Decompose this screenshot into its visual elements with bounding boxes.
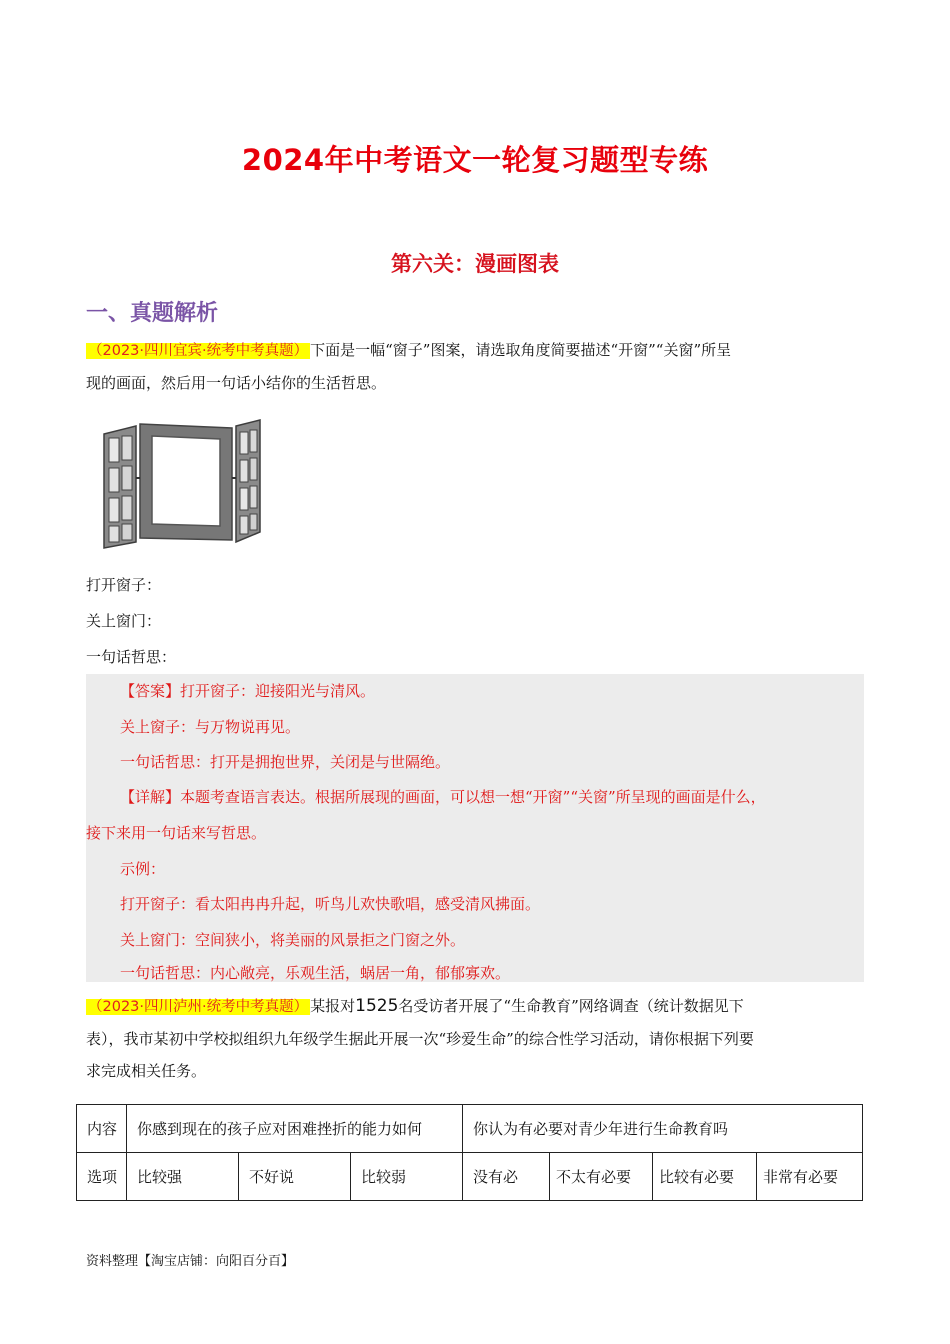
table-cell-option: 非常有必要 [757,1153,863,1201]
question1-source-tag: （2023·四川宜宾·统考中考真题） [88,343,309,359]
answer-line: 【答案】打开窗子：迎接阳光与清风。 [120,682,376,700]
question2-text-part: 某报对 [310,997,356,1015]
table-cell-question: 你感到现在的孩子应对困难挫折的能力如何 [127,1105,463,1153]
question1-line2: 现的画面，然后用一句话小结你的生活哲思。 [86,374,387,392]
answer-line: 关上窗子：与万物说再见。 [120,718,301,736]
question2-text-part: 名受访者开展了“生命教育”网络调查（统计数据见下 [398,997,744,1015]
question2-line3: 求完成相关任务。 [86,1062,207,1080]
document-subtitle: 第六关：漫画图表 [391,252,559,276]
window-illustration [100,418,266,552]
prompt-close-window: 关上窗门： [86,612,162,630]
question1-text [86,334,876,399]
table-cell-option: 不好说 [239,1153,351,1201]
document-title: 2024年中考语文一轮复习题型专练 [241,143,709,177]
answer-line: 一句话哲思：打开是拥抱世界，关闭是与世隔绝。 [120,753,451,771]
analysis-line: 【详解】本题考查语言表达。根据所展现的画面，可以想一想“开窗”“关窗”所呈现的画面是什么， [120,788,766,806]
answer-box [86,674,864,982]
example-line: 打开窗子：看太阳冉冉升起，听鸟儿欢快歌唱，感受清风拂面。 [120,895,541,913]
table-cell-option: 没有必 [463,1153,550,1201]
section-heading: 一、真题解析 [86,301,219,326]
example-label: 示例： [120,860,166,878]
example-line: 关上窗门：空间狭小，将美丽的风景拒之门窗之外。 [120,931,466,949]
table-row [77,1105,863,1153]
table-cell-option: 比较强 [127,1153,239,1201]
question2-line2: 表），我市某初中学校拟组织九年级学生据此开展一次“珍爱生命”的综合性学习活动，请你根据下列要 [86,1030,754,1048]
question2-source-tag: （2023·四川泸州·统考中考真题） [88,999,309,1015]
footer-note: 资料整理【淘宝店铺：向阳百分百】 [86,1254,295,1269]
table-cell-option: 比较有必要 [653,1153,757,1201]
question2-text [86,990,866,1087]
table-cell-option: 不太有必要 [550,1153,653,1201]
table-row [77,1153,863,1201]
prompt-philosophy: 一句话哲思： [86,648,177,666]
survey-table [76,1104,862,1201]
table-cell-question: 你认为有必要对青少年进行生命教育吗 [463,1105,863,1153]
table-cell-option: 比较弱 [351,1153,463,1201]
prompt-open-window: 打开窗子： [86,576,162,594]
table-cell-label: 内容 [77,1105,127,1153]
respondent-count: 1525 [355,996,399,1016]
question1-line1: 下面是一幅“窗子”图案，请选取角度简要描述“开窗”“关窗”所呈 [310,341,732,359]
example-line: 一句话哲思：内心敞亮，乐观生活，蜗居一角，郁郁寡欢。 [120,964,511,982]
table-cell-label: 选项 [77,1153,127,1201]
analysis-line: 接下来用一句话来写哲思。 [86,824,267,842]
